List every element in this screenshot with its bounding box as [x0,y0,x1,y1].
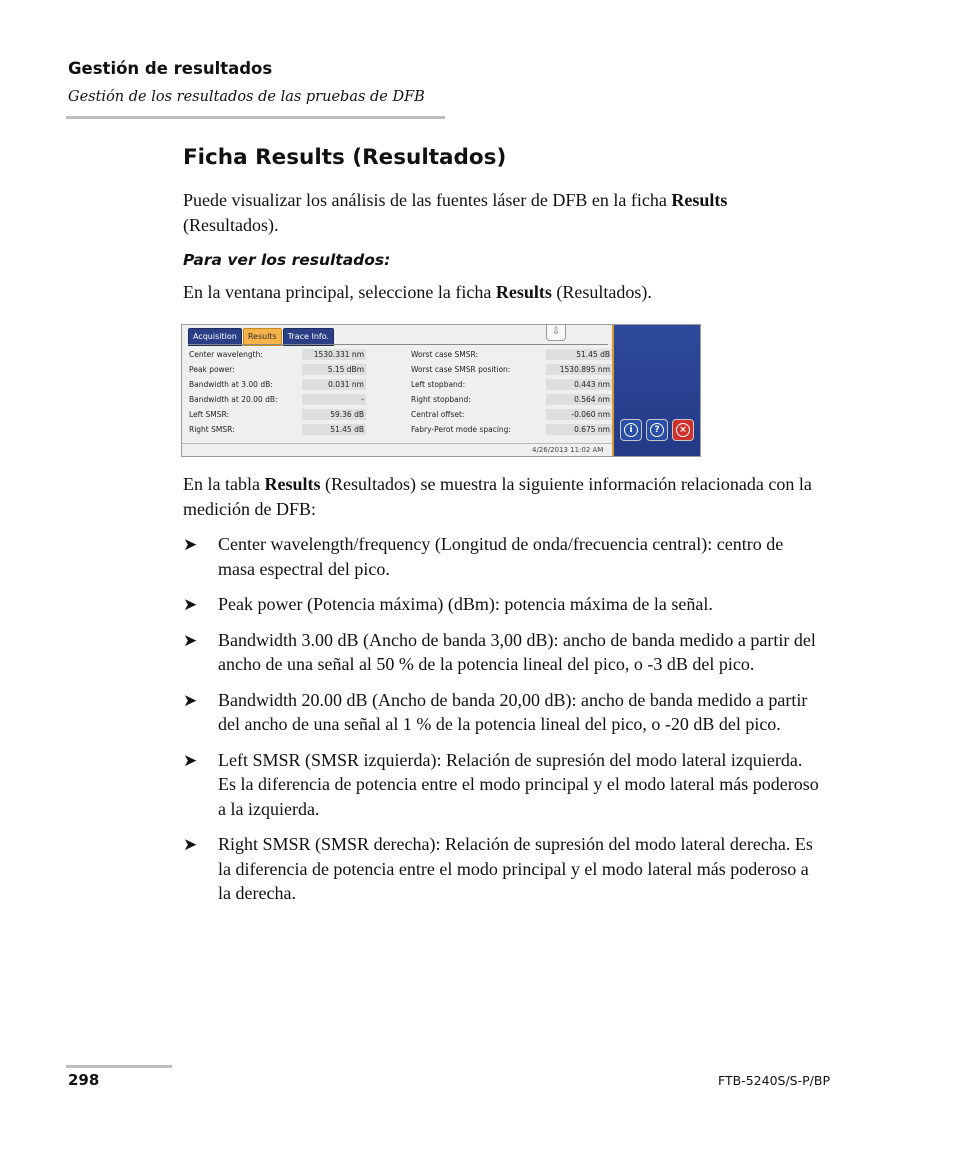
result-value: -0.060 nm [546,409,612,420]
result-row [189,408,369,422]
step-text-bold: Results [495,282,552,302]
tab-bar [188,328,335,344]
result-value: 0.675 nm [546,424,612,435]
result-label: Peak power: [189,365,235,374]
product-model: FTB-5240S/S-P/BP [718,1073,830,1088]
result-label: Left SMSR: [189,410,229,419]
result-value: 5.15 dBm [302,364,366,375]
intro-paragraph [183,188,823,237]
intro-text-before: Puede visualizar los análisis de las fuentes láser de DFB en la ficha [183,190,672,210]
result-label: Worst case SMSR: [411,350,479,359]
running-header-subtitle: Gestión de los resultados de las pruebas de DFB [68,89,425,105]
tab-underline [188,344,608,345]
table-intro-after: (Resultados) se muestra la siguiente información relacionada con la medición de DFB: [183,474,812,519]
arrow-bullet-icon: ➤ [183,690,198,711]
help-icon: ? [650,423,664,437]
result-row [189,423,369,437]
result-value: 0.564 nm [546,394,612,405]
exit-button[interactable] [672,419,694,441]
list-item [183,832,823,906]
arrow-down-icon[interactable]: ⇩ [546,325,566,341]
list-item [183,748,823,822]
list-item [183,532,823,581]
result-value: 1530.331 nm [302,349,366,360]
result-label: Bandwidth at 20.00 dB: [189,395,278,404]
result-row [411,348,611,362]
result-row [189,348,369,362]
panel-divider [182,443,612,444]
close-icon: × [676,423,690,437]
result-label: Bandwidth at 3.00 dB: [189,380,273,389]
result-label: Left stopband: [411,380,466,389]
list-item [183,628,823,677]
result-label: Center wavelength: [189,350,263,359]
result-label: Central offset: [411,410,465,419]
info-icon: i [624,423,638,437]
table-intro-paragraph [183,472,823,521]
results-panel [182,325,612,456]
info-button[interactable] [620,419,642,441]
arrow-bullet-icon: ➤ [183,835,198,855]
step-text-before: En la ventana principal, seleccione la ficha [183,282,496,302]
result-label: Fabry-Perot mode spacing: [411,425,511,434]
result-row [411,378,611,392]
arrow-bullet-icon: ➤ [183,595,198,615]
result-row [411,423,611,437]
page-number: 298 [68,1071,100,1089]
result-label: Right stopband: [411,395,471,404]
results-tab-screenshot [181,324,701,457]
arrow-bullet-icon: ➤ [183,535,198,555]
list-item-text: Peak power (Potencia máxima) (dBm): potencia máxima de la señal. [218,594,713,614]
help-button[interactable] [646,419,668,441]
list-item-text: Center wavelength/frequency (Longitud de onda/frecuencia central): centro de masa espectral del pico. [218,534,784,579]
result-row [411,408,611,422]
tab-acquisition[interactable]: Acquisition [188,328,242,346]
list-item-text: Bandwidth 3.00 dB (Ancho de banda 3,00 dB): ancho de banda medido a partir del ancho de una señal al 50 % de la potencia lineal del pico, o -3 dB del pico. [218,629,816,674]
result-row [189,393,369,407]
intro-text-bold: Results [671,190,728,210]
list-item [183,688,823,737]
result-value: 1530.895 nm [546,364,612,375]
result-value: 51.45 dB [302,424,366,435]
intro-text-after: (Resultados). [183,214,279,235]
result-label: Right SMSR: [189,425,235,434]
list-item-text: Right SMSR (SMSR derecha): Relación de supresión del modo lateral derecha. Es la diferencia de potencia entre el modo principal y el modo lateral más poderoso a la derecha. [218,834,813,903]
running-header-title: Gestión de resultados [68,59,273,78]
status-timestamp: 4/26/2013 11:02 AM [532,446,604,454]
side-panel [612,325,701,456]
procedure-step [183,280,823,305]
list-item [183,592,823,617]
procedure-title: Para ver los resultados: [183,251,391,269]
tab-trace-info[interactable]: Trace Info. [283,328,334,346]
table-intro-before: En la tabla [183,474,265,494]
arrow-bullet-icon: ➤ [183,630,198,651]
result-value: 51.45 dB [546,349,612,360]
section-title: Ficha Results (Resultados) [183,145,507,170]
list-item-text: Left SMSR (SMSR izquierda): Relación de supresión del modo lateral izquierda. Es la diferencia de potencia entre el modo principal y el modo lateral más poderoso a la izquierda. [218,749,819,819]
result-row [411,393,611,407]
result-row [189,363,369,377]
list-item-text: Bandwidth 20.00 dB (Ancho de banda 20,00 dB): ancho de banda medido a partir del ancho de una señal al 1 % de la potencia lineal del pico, o -20 dB del pico. [218,689,808,734]
footer-rule [66,1065,172,1068]
result-label: Worst case SMSR position: [411,365,511,374]
step-text-after: (Resultados). [551,282,652,302]
result-value: 0.031 nm [302,379,366,390]
header-rule [66,116,445,119]
result-value: 59.36 dB [302,409,366,420]
result-value: 0.443 nm [546,379,612,390]
result-row [411,363,611,377]
table-intro-bold: Results [264,474,321,494]
result-row [189,378,369,392]
tab-results[interactable]: Results [243,328,282,346]
arrow-bullet-icon: ➤ [183,750,198,771]
results-list [183,532,823,917]
result-value: - [302,394,366,405]
